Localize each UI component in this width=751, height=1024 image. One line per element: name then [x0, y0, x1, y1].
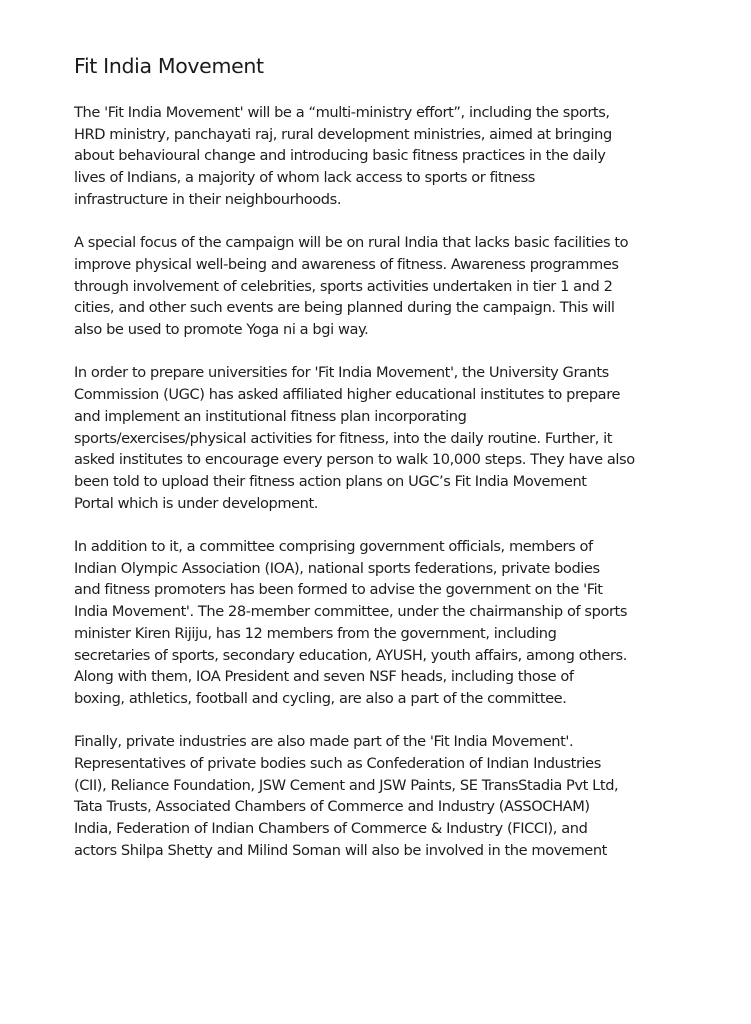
- text-line: The 'Fit India Movement' will be a “multi-ministry effort”, including the sports,: [74, 104, 610, 121]
- text-line: Tata Trusts, Associated Chambers of Commerce and Industry (ASSOCHAM): [74, 798, 590, 816]
- text-line: and implement an institutional fitness plan incorporating: [74, 407, 467, 425]
- paragraph-3: [74, 362, 734, 514]
- text-line: Representatives of private bodies such as Confederation of Indian Industries: [74, 755, 601, 773]
- text-line: In addition to it, a committee comprising government officials, members of: [74, 538, 593, 556]
- text-line: HRD ministry, panchayati raj, rural development ministries, aimed at bringing: [74, 125, 612, 143]
- text-line: cities, and other such events are being planned during the campaign. This will: [74, 299, 615, 317]
- text-line: Portal which is under development.: [74, 494, 319, 512]
- document-title: Fit India Movement: [74, 54, 264, 78]
- text-line: infrastructure in their neighbourhoods.: [74, 190, 342, 208]
- paragraph-4: [74, 536, 734, 710]
- text-line: India, Federation of Indian Chambers of Commerce & Industry (FICCI), and: [74, 820, 588, 838]
- text-line: asked institutes to encourage every person to walk 10,000 steps. They have also: [74, 451, 635, 469]
- text-line: Indian Olympic Association (IOA), national sports federations, private bodies: [74, 559, 600, 577]
- text-line: Along with them, IOA President and seven NSF heads, including those of: [74, 668, 574, 686]
- paragraph-5: [74, 731, 734, 861]
- text-line: also be used to promote Yoga ni a bgi way.: [74, 321, 369, 339]
- text-line: (CII), Reliance Foundation, JSW Cement and JSW Paints, SE TransStadia Pvt Ltd,: [74, 776, 619, 794]
- document-body: [74, 102, 734, 862]
- text-line: about behavioural change and introducing basic fitness practices in the daily: [74, 147, 606, 165]
- document-page: [74, 52, 734, 883]
- text-line: sports/exercises/physical activities for fitness, into the daily routine. Further, it: [74, 429, 613, 447]
- text-line: and fitness promoters has been formed to advise the government on the 'Fit: [74, 581, 603, 599]
- text-line: improve physical well-being and awareness of fitness. Awareness programmes: [74, 255, 619, 273]
- text-line: Finally, private industries are also made part of the 'Fit India Movement'.: [74, 733, 574, 751]
- text-line: boxing, athletics, football and cycling, are also a part of the committee.: [74, 689, 567, 707]
- paragraph-1: [74, 102, 734, 211]
- text-line: India Movement'. The 28-member committee, under the chairmanship of sports: [74, 603, 628, 621]
- text-line: secretaries of sports, secondary education, AYUSH, youth affairs, among others.: [74, 646, 627, 664]
- text-line: In order to prepare universities for 'Fit India Movement', the University Grants: [74, 364, 609, 382]
- text-line: actors Shilpa Shetty and Milind Soman will also be involved in the movement: [74, 841, 607, 859]
- text-line: lives of Indians, a majority of whom lack access to sports or fitness: [74, 169, 535, 187]
- text-line: minister Kiren Rijiju, has 12 members from the government, including: [74, 624, 557, 642]
- text-line: been told to upload their fitness action plans on UGC’s Fit India Movement: [74, 472, 587, 490]
- paragraph-2: [74, 232, 734, 341]
- text-line: Commission (UGC) has asked affiliated higher educational institutes to prepare: [74, 386, 621, 404]
- text-line: through involvement of celebrities, sports activities undertaken in tier 1 and 2: [74, 277, 613, 295]
- text-line: A special focus of the campaign will be on rural India that lacks basic facilities to: [74, 234, 629, 252]
